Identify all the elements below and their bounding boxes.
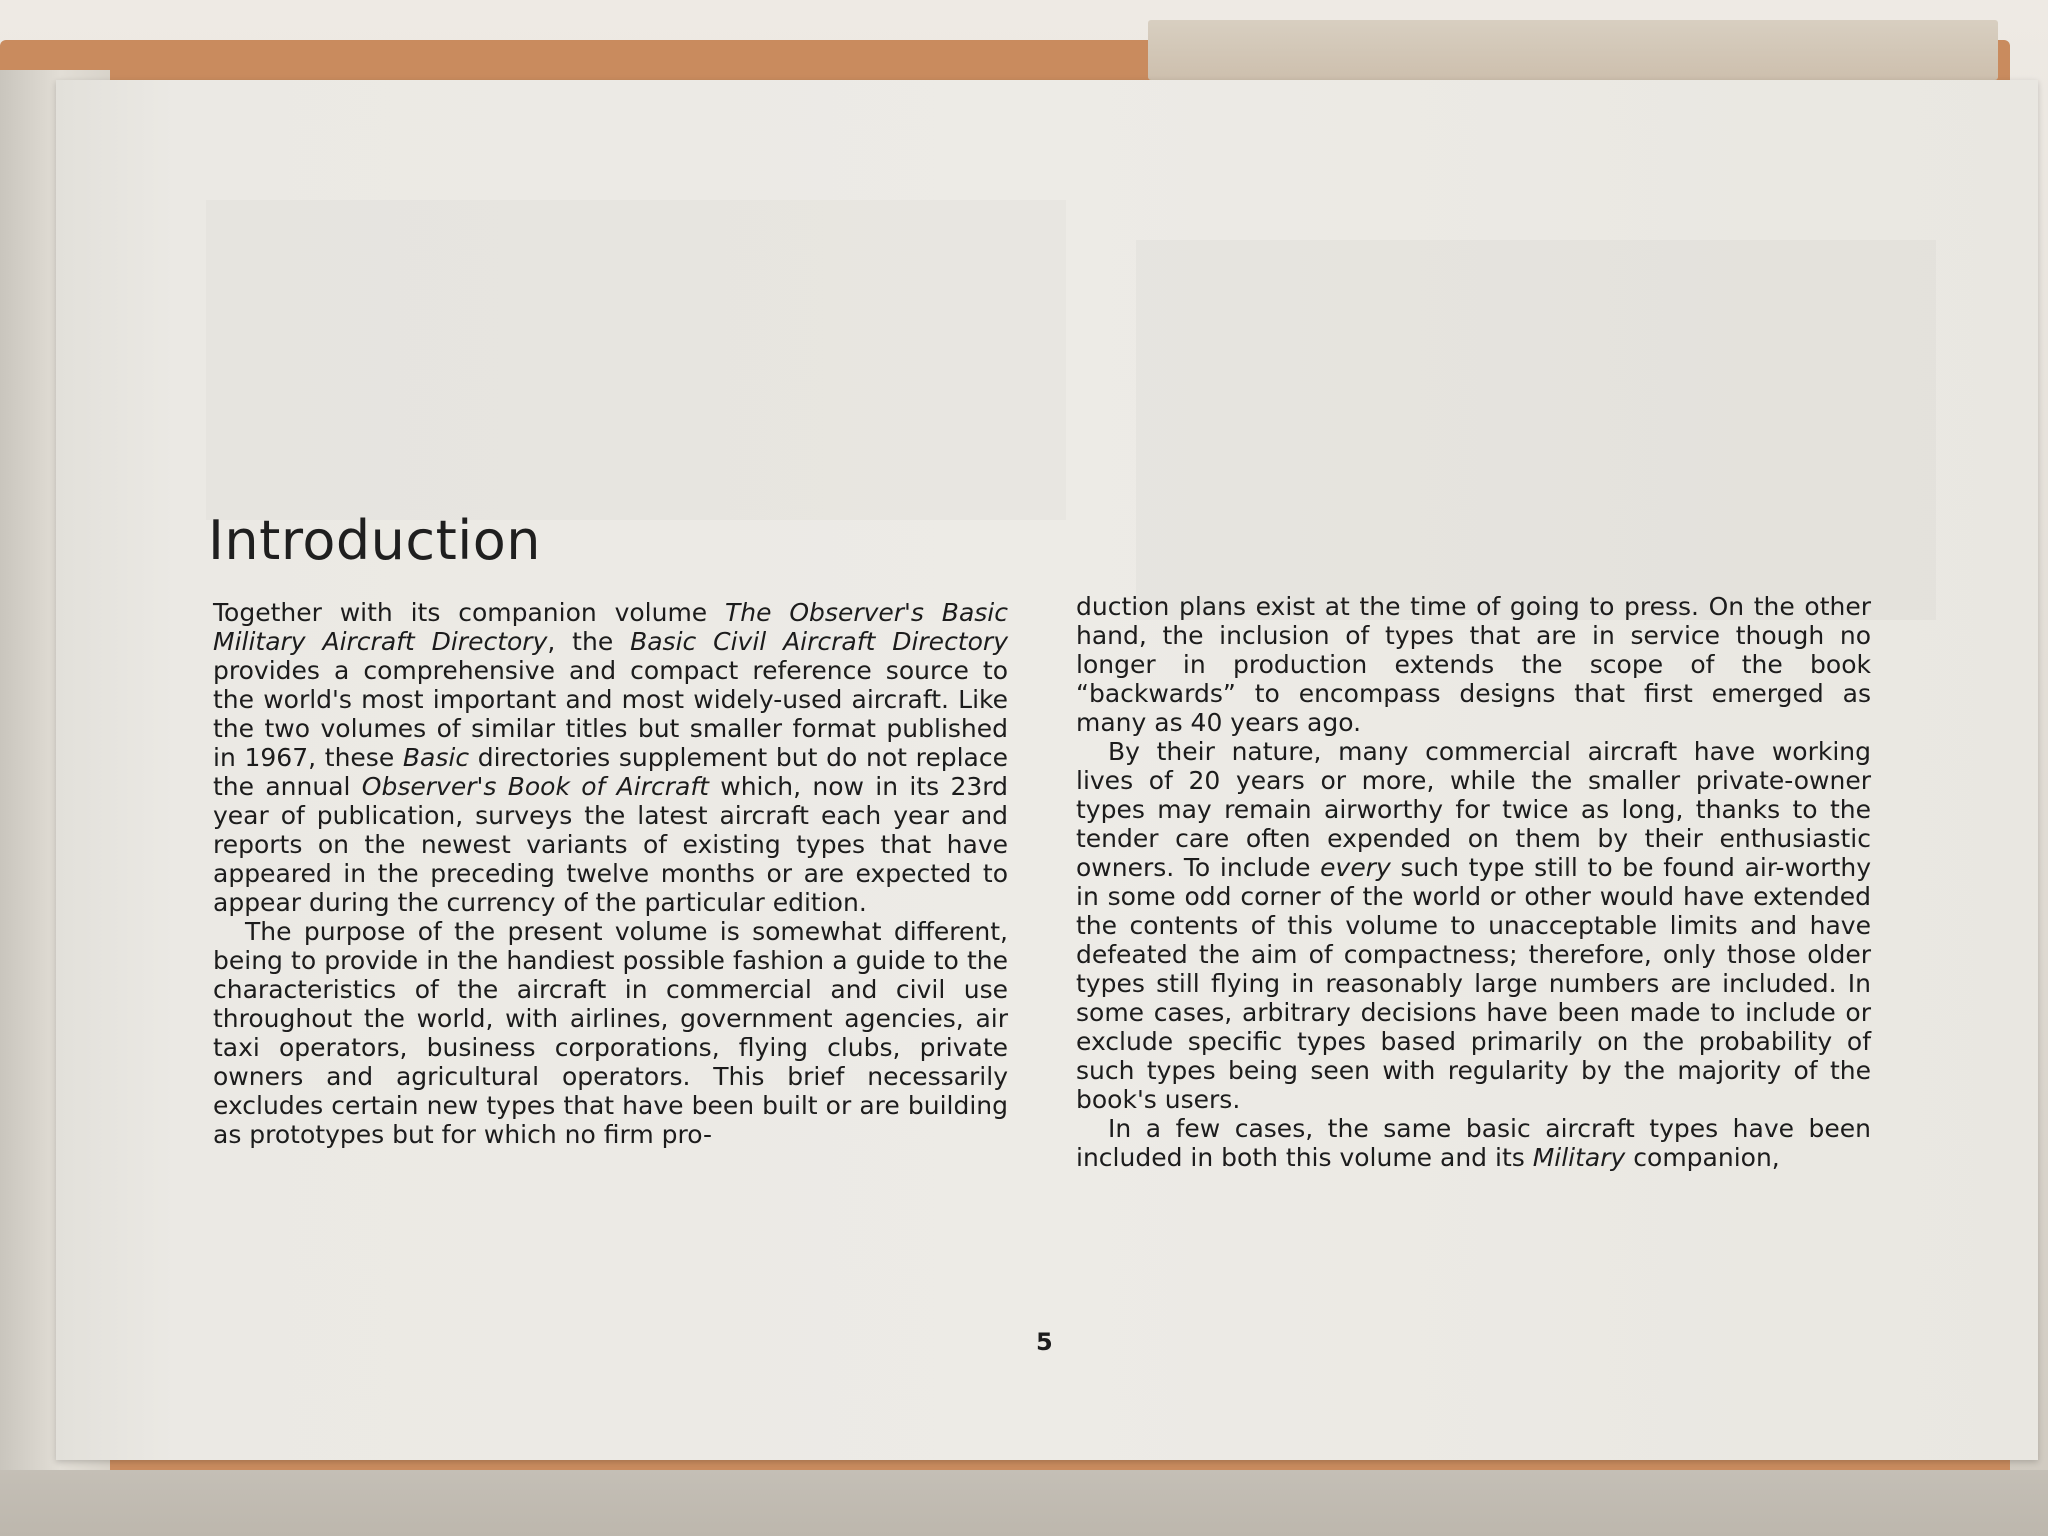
italic-text-run: Basic Civil Aircraft Directory bbox=[630, 627, 1008, 656]
page-title: Introduction bbox=[208, 509, 542, 572]
show-through-shading-right bbox=[1136, 240, 1936, 620]
italic-text-run: Basic bbox=[402, 743, 470, 772]
left-text-column bbox=[213, 598, 1008, 1149]
italic-text-run: Military bbox=[1532, 1143, 1626, 1172]
text-run: duction plans exist at the time of going to press. On the other hand, the inclusion of types that are in service though no longer in production extends the scope of the book “backwards” to encompass designs that first emerged as many as 40 years ago. bbox=[1076, 592, 1871, 737]
italic-text-run: Observer's Book of Aircraft bbox=[361, 772, 709, 801]
text-run: , the bbox=[547, 627, 631, 656]
paragraph bbox=[213, 917, 1008, 1149]
right-text-column bbox=[1076, 592, 1871, 1172]
text-run: The purpose of the present volume is somewhat different, being to provide in the handiest possible fashion a guide to the characteristics of the aircraft in commercial and civil use throughout the world, with airlines, government agencies, air taxi operators, business corporations, flying clubs, private owners and agricultural operators. This brief necessarily excludes certain new types that have been built or are building as prototypes but for which no firm pro- bbox=[213, 917, 1008, 1149]
italic-text-run: The Observer's Basic Military Aircraft Directory bbox=[213, 598, 1008, 656]
text-run: such type still to be found air-worthy in some odd corner of the world or other would have extended the contents of this volume to unacceptable limits and have defeated the aim of compactness; therefore, only those older types still flying in reasonably large numbers are included. In some cases, arbitrary decisions have been made to include or exclude specific types based primarily on the probability of such types being seen with regularity by the majority of the book's users. bbox=[1076, 853, 1872, 1114]
text-run: In a few cases, the same basic aircraft types have been included in both this volume and its bbox=[1076, 1114, 1871, 1172]
text-run: By their nature, many commercial aircraft have working lives of 20 years or more, while the smaller private-owner types may remain airworthy for twice as long, thanks to the tender care often expended on them by their enthusiastic owners. To include bbox=[1076, 737, 1871, 882]
paragraph bbox=[213, 598, 1008, 917]
italic-text-run: every bbox=[1320, 853, 1391, 882]
paragraph bbox=[1076, 1114, 1871, 1172]
page-number: 5 bbox=[1036, 1328, 1053, 1356]
paragraph bbox=[1076, 737, 1871, 1114]
text-run: companion, bbox=[1625, 1143, 1780, 1172]
text-run: Together with its companion volume bbox=[213, 598, 726, 627]
text-run: provides a comprehensive and compact reference source to the world's most important and most widely-used aircraft. Like the two volumes of similar titles but smaller format published in 1967, these bbox=[213, 656, 1008, 772]
underlying-page-edge bbox=[1148, 20, 1998, 80]
table-surface-bottom bbox=[0, 1470, 2048, 1536]
text-run: which, now in its 23rd year of publication, surveys the latest aircraft each year and reports on the newest variants of existing types that have appeared in the preceding twelve months or are expected to appear during the currency of the particular edition. bbox=[213, 772, 1008, 917]
text-run: directories supplement but do not replace the annual bbox=[213, 743, 1009, 801]
paragraph bbox=[1076, 592, 1871, 737]
show-through-shading-left bbox=[206, 200, 1066, 520]
